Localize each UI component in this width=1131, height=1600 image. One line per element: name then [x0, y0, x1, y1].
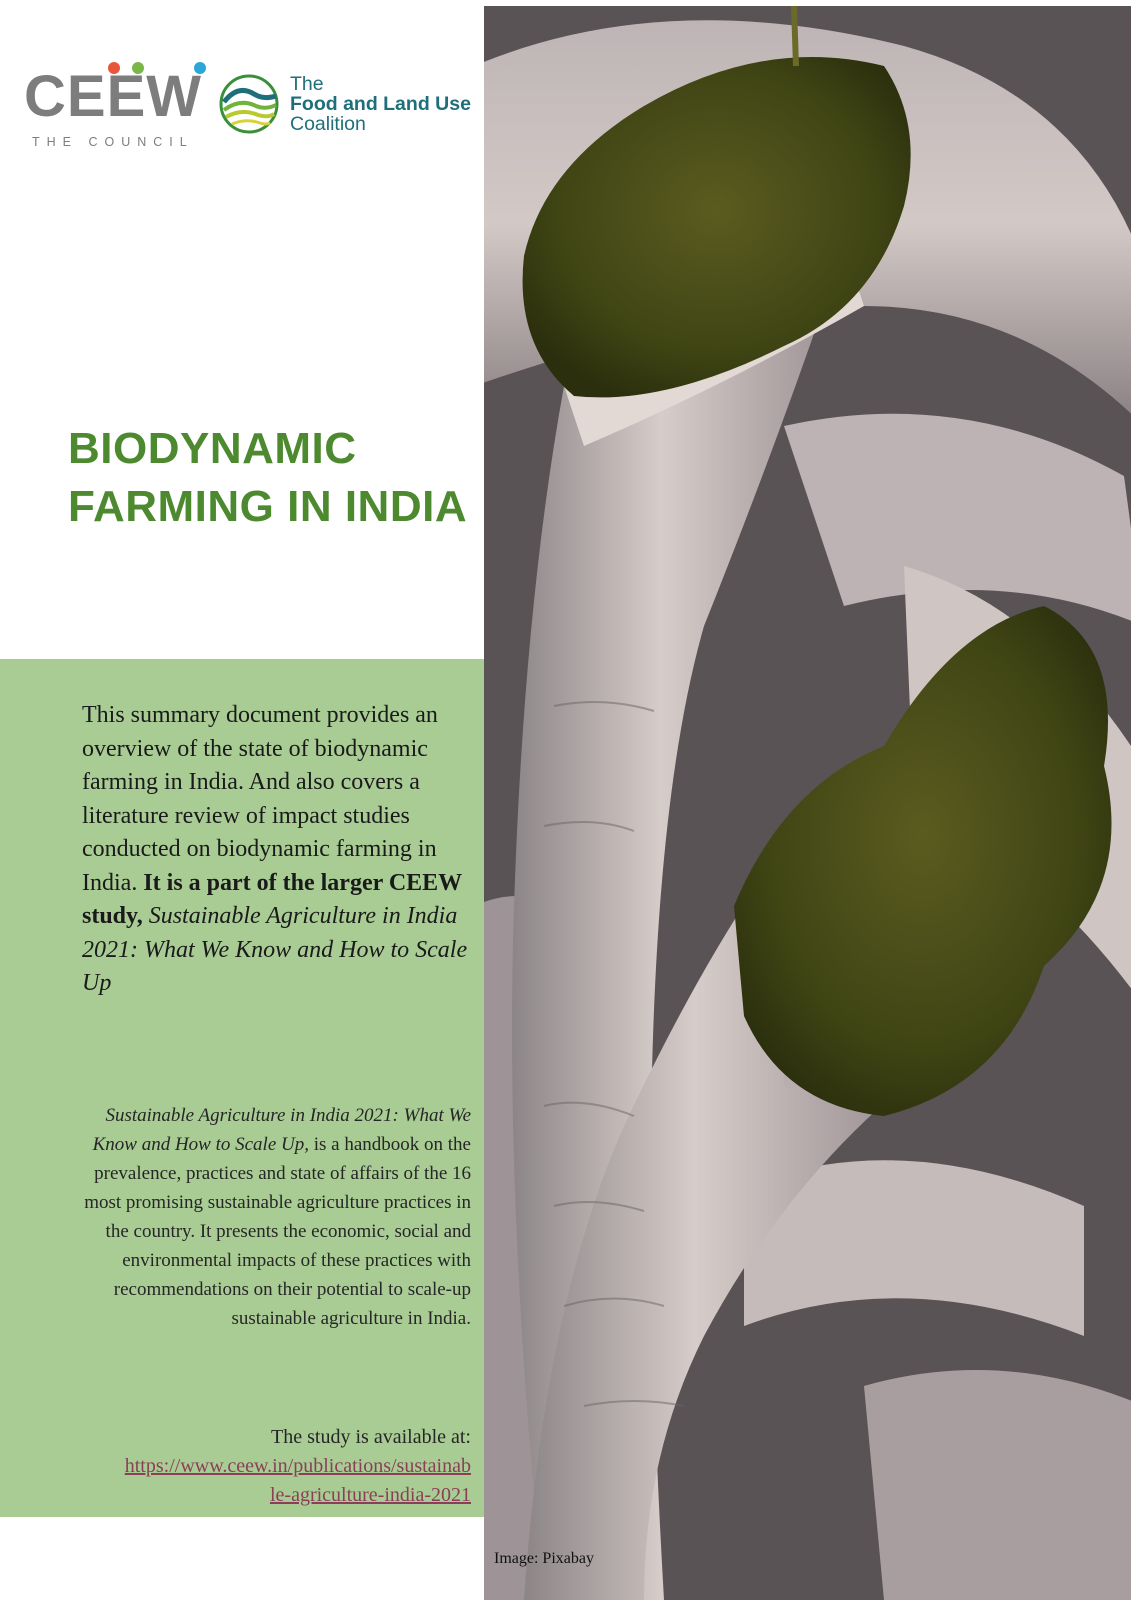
folu-emblem-icon: [218, 72, 280, 136]
folu-line-1: The: [290, 73, 324, 95]
title-line-1: BIODYNAMIC: [68, 424, 357, 473]
study-link-line-1: https://www.ceew.in/publications/sustainab: [124, 1455, 471, 1477]
summary-panel: [0, 659, 484, 1517]
summary-paragraph: [82, 699, 472, 1001]
study-link-line-2: le-agriculture-india-2021: [269, 1484, 471, 1506]
page-title: [68, 420, 468, 536]
handbook-paragraph: [81, 1101, 471, 1333]
ceew-tagline: THE COUNCIL: [32, 135, 194, 149]
cover-photo: [484, 6, 1131, 1600]
summary-bold: It is a part of the larger CEEW study,: [82, 869, 462, 929]
ceew-logo: [24, 60, 202, 155]
study-link[interactable]: [125, 1455, 471, 1506]
availability-block: [81, 1423, 471, 1510]
summary-text: This summary document provides an overview of the state of biodynamic farming in India. And also covers a literature review of impact studies conducted on biodynamic farming in India.: [82, 702, 438, 896]
folu-wordmark: [290, 74, 471, 134]
summary-italic: Sustainable Agriculture in India 2021: What We Know and How to Scale Up: [82, 903, 468, 996]
folu-line-3: Coalition: [290, 113, 366, 135]
ceew-wordmark: CEEW: [24, 64, 202, 129]
image-credit: Image: Pixabay: [494, 1550, 594, 1567]
handbook-title: Sustainable Agriculture in India 2021: What We Know and How to Scale Up,: [92, 1105, 471, 1155]
title-line-2: FARMING IN INDIA: [68, 482, 468, 531]
folu-line-2: Food and Land Use: [290, 93, 471, 115]
handbook-text: is a handbook on the prevalence, practices and state of affairs of the 16 most promising sustainable agriculture practices in the country. It presents the economic, social and environmental impacts of these practices with recommendations on their potential to scale-up sustainable agriculture in India.: [84, 1134, 471, 1329]
horn-manure-image: [484, 6, 1131, 1600]
availability-label: The study is available at:: [271, 1426, 471, 1448]
folu-logo: [218, 72, 480, 142]
